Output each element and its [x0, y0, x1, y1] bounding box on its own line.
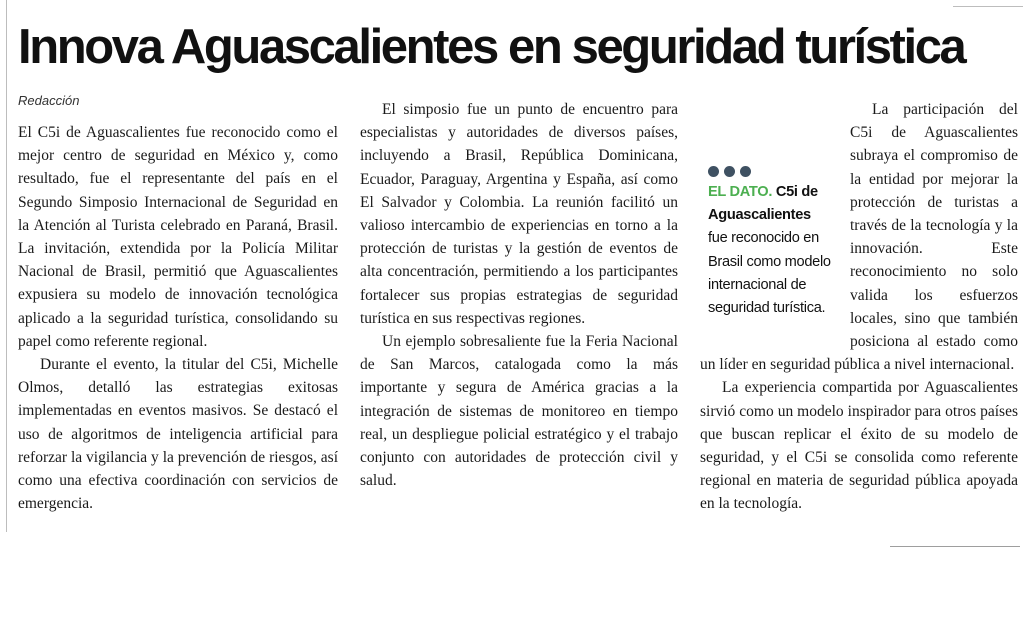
- headline: Innova Aguascalientes en seguridad turística: [18, 20, 965, 74]
- column-1: [18, 121, 338, 515]
- el-dato-sidebar: [708, 166, 833, 320]
- sidebar-body: fue reconocido en Brasil como modelo internacional de seguridad turística.: [708, 230, 831, 317]
- col2-paragraph-1: El simposio fue un punto de encuentro para especialistas y autoridades de diversos países, incluyendo a Brasil, República Dominicana, Ecuador, Paraguay, Argentina y España, así como El Salvador y Colombia. La reunión facilitó un valioso intercambio de experiencias en torno a la protección de turistas y la gestión de eventos de alta concentración, permitiendo a los participantes fortalecer sus propias estrategias de seguridad turística en sus respectivas regiones.: [360, 101, 678, 327]
- col3-paragraph-2: La experiencia compartida por Aguascalientes sirvió como un modelo inspirador para otros países que buscan replicar el éxito de su modelo de seguridad, y el C5i se consolida como referente regional en materia de seguridad pública apoyada en la tecnología.: [700, 379, 1018, 513]
- article-end-rule: [890, 546, 1020, 547]
- col3-paragraph-1: La participación del C5i de Aguascalientes subraya el compromiso de la entidad por mejorar la protección de turistas a través de la tecnología y la innovación. Este reconocimiento no solo valida los esfuerzos locales, sino que también posiciona al estado como un líder en seguridad pública a nivel internacional.: [700, 101, 1018, 374]
- column-2: [360, 98, 678, 492]
- sidebar-label: EL DATO.: [708, 184, 773, 200]
- dot-icon: [724, 166, 735, 177]
- col2-paragraph-2: Un ejemplo sobresaliente fue la Feria Nacional de San Marcos, catalogada como la más importante y segura de América gracias a la integración de sistemas de monitoreo en tiempo real, un despliegue policial estratégico y el trabajo conjunto con autoridades de protección civil y salud.: [360, 333, 678, 490]
- col1-paragraph-1: El C5i de Aguascalientes fue reconocido como el mejor centro de seguridad en México y, como resultado, fue el representante del país en el Segundo Simposio Internacional de Seguridad en la Atención al Turista celebrado en Paraná, Brasil. La invitación, extendida por la Policía Militar Nacional de Brasil, permitió que Aguascalientes expusiera su modelo de innovación tecnológica aplicado a la seguridad turística, consolidando su papel como referente regional.: [18, 124, 338, 350]
- top-corner-rule: [953, 6, 1023, 7]
- sidebar-bold-text: C5i de Aguascalientes: [708, 184, 818, 224]
- col1-paragraph-2: Durante el evento, la titular del C5i, Michelle Olmos, detalló las estrategias exitosas implementadas en eventos masivos. Se destacó el uso de algoritmos de inteligencia artificial para reforzar la vigilancia y la prevención de riesgos, así como una efectiva coordinación con servicios de emergencia.: [18, 356, 338, 513]
- dot-icon: [740, 166, 751, 177]
- sidebar-text: [708, 181, 833, 320]
- left-column-rule: [6, 0, 7, 532]
- sidebar-dots: [708, 166, 833, 177]
- dot-icon: [708, 166, 719, 177]
- byline: Redacción: [18, 93, 80, 108]
